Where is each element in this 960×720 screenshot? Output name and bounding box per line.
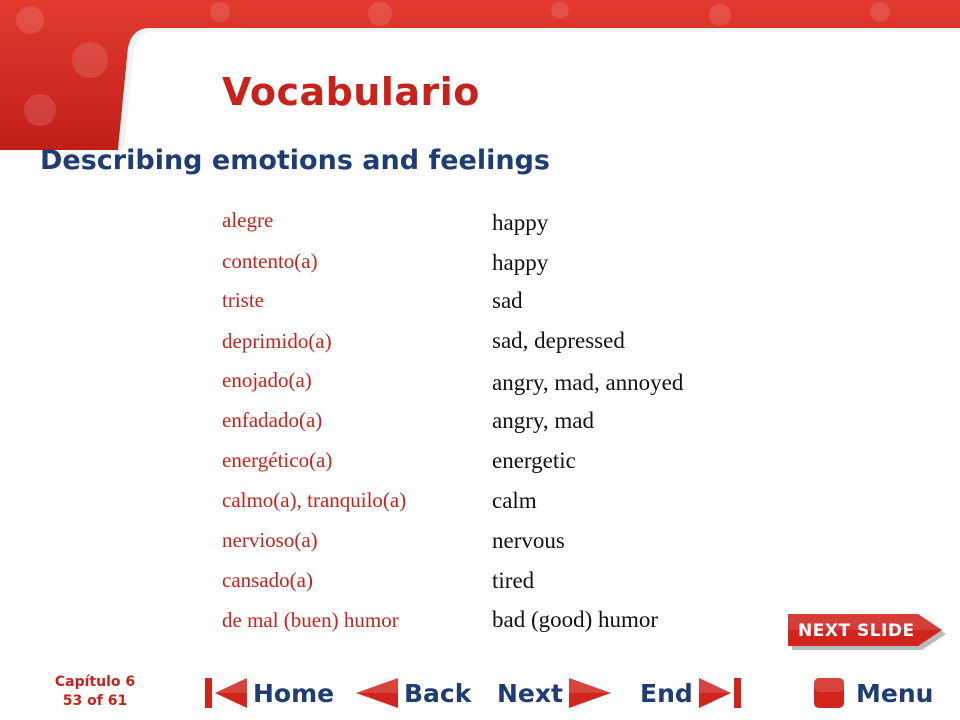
page-title: Vocabulario [222,70,480,114]
menu-button[interactable] [812,670,933,716]
page-subtitle: Describing emotions and feelings [40,145,550,176]
arrow-left-icon [352,675,400,711]
spanish-term: alegre [222,208,274,232]
spanish-term: contento(a) [222,249,318,273]
end-label: End [640,678,693,708]
next-label: Next [497,678,563,708]
english-translation: nervous [492,528,565,553]
spanish-term: energético(a) [222,448,333,472]
next-slide-button[interactable] [788,612,946,652]
menu-label: Menu [856,678,934,708]
end-button[interactable] [640,670,743,716]
spanish-term: enfadado(a) [222,408,323,432]
arrow-right-icon [567,675,613,711]
next-button[interactable] [497,670,613,716]
english-translation: energetic [492,448,576,473]
skip-first-icon [203,675,249,711]
spanish-term: deprimido(a) [222,329,332,353]
header-banner [0,0,960,150]
menu-square-icon [812,675,848,711]
spanish-term: cansado(a) [222,568,313,592]
english-translation: angry, mad, annoyed [492,370,684,395]
english-translation: bad (good) humor [492,607,659,632]
spanish-term: de mal (buen) humor [222,608,399,632]
back-label: Back [404,678,472,708]
english-translation: happy [492,210,549,235]
spanish-term: calmo(a), tranquilo(a) [222,488,407,512]
spanish-term: triste [222,288,264,312]
chapter-info [40,673,150,711]
home-label: Home [253,678,335,708]
home-button[interactable] [203,670,334,716]
english-translation: calm [492,488,537,513]
chapter-label: Capítulo 6 [54,674,136,690]
english-translation: sad [492,288,523,313]
spanish-term: enojado(a) [222,368,312,392]
next-slide-label: NEXT SLIDE [798,621,915,641]
english-translation: angry, mad [492,408,594,433]
english-translation: tired [492,568,535,593]
english-translation: happy [492,250,549,275]
back-button[interactable] [352,670,471,716]
spanish-term: nervioso(a) [222,528,318,552]
page-counter: 53 of 61 [62,693,128,709]
skip-last-icon [697,675,743,711]
english-translation: sad, depressed [492,328,625,353]
